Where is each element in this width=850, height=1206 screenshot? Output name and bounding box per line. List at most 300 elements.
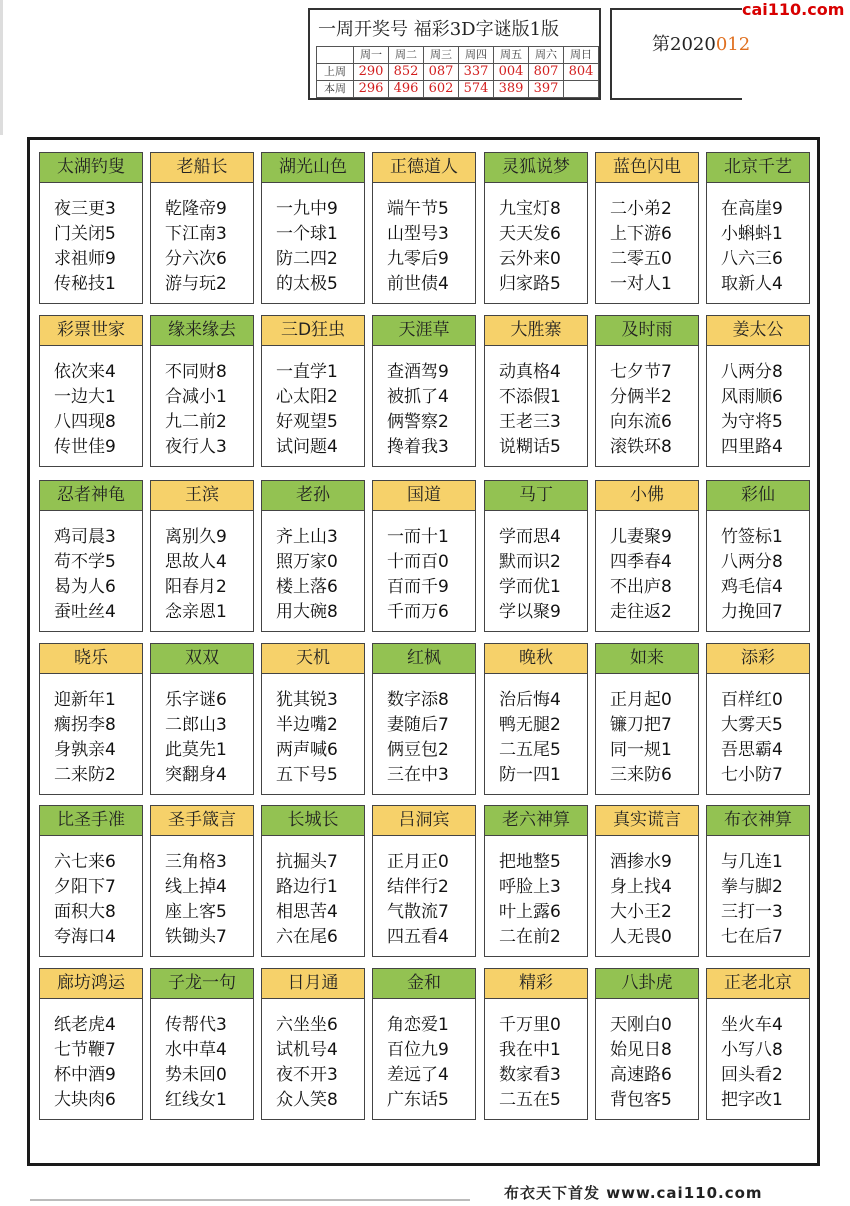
riddle-line: 不同财8 <box>165 362 227 382</box>
riddle-author: 天机 <box>262 644 364 674</box>
riddle-lines <box>596 674 698 788</box>
riddle-lines <box>151 346 253 460</box>
riddle-card <box>372 315 476 467</box>
draw-number: 852 <box>389 64 424 81</box>
riddle-line: 二零五0 <box>610 249 672 269</box>
riddle-author: 彩票世家 <box>40 316 142 346</box>
riddle-author: 老孙 <box>262 481 364 511</box>
riddle-line: 二来防2 <box>54 765 116 785</box>
riddle-lines <box>485 346 587 460</box>
riddle-line: 拳与脚2 <box>721 877 783 897</box>
riddle-line: 线上掉4 <box>165 877 227 897</box>
issue-prefix: 第2020 <box>652 34 716 55</box>
riddle-card <box>39 152 143 304</box>
riddle-line: 鸭无腿2 <box>499 715 561 735</box>
this-week-row <box>317 81 599 98</box>
riddle-line: 俩豆包2 <box>387 740 449 760</box>
riddle-lines <box>596 836 698 950</box>
riddle-line: 归家路5 <box>499 274 561 294</box>
riddle-lines <box>262 183 364 297</box>
riddle-line: 此莫先1 <box>165 740 227 760</box>
riddle-line: 前世债4 <box>387 274 449 294</box>
riddle-card <box>484 315 588 467</box>
riddle-line: 搀着我3 <box>387 437 449 457</box>
riddle-line: 七在后7 <box>721 927 783 947</box>
riddle-lines <box>707 346 809 460</box>
riddle-card <box>150 152 254 304</box>
riddle-line: 路边行1 <box>276 877 338 897</box>
riddle-line: 一个球1 <box>276 224 338 244</box>
issue-number-box <box>610 8 751 100</box>
riddle-line: 百位九9 <box>387 1040 449 1060</box>
riddle-lines <box>373 836 475 950</box>
riddle-line: 始见日8 <box>610 1040 672 1060</box>
riddle-line: 七夕节7 <box>610 362 672 382</box>
riddle-line: 好观望5 <box>276 412 338 432</box>
riddle-line: 走往返2 <box>610 602 672 622</box>
riddle-line: 传秘技1 <box>54 274 116 294</box>
riddle-lines <box>151 183 253 297</box>
site-logo[interactable]: cai110.com <box>742 0 845 19</box>
riddle-author: 比圣手准 <box>40 806 142 836</box>
draw-number: 807 <box>529 64 564 81</box>
riddle-line: 纸老虎4 <box>54 1015 116 1035</box>
riddle-card <box>484 805 588 957</box>
draw-number: 574 <box>459 81 494 98</box>
riddle-card <box>595 643 699 795</box>
riddle-card <box>372 480 476 632</box>
riddle-line: 座上客5 <box>165 902 227 922</box>
riddle-line: 齐上山3 <box>276 527 338 547</box>
riddle-author: 老船长 <box>151 153 253 183</box>
riddle-line: 杯中酒9 <box>54 1065 116 1085</box>
riddle-line: 八两分8 <box>721 552 783 572</box>
riddle-line: 思故人4 <box>165 552 227 572</box>
riddle-line: 防二四2 <box>276 249 338 269</box>
draw-number: 389 <box>494 81 529 98</box>
riddle-lines <box>151 999 253 1113</box>
riddle-line: 众人笑8 <box>276 1090 338 1110</box>
riddle-line: 八六三6 <box>721 249 783 269</box>
riddle-author: 缘来缘去 <box>151 316 253 346</box>
riddle-lines <box>40 183 142 297</box>
draw-number: 290 <box>354 64 389 81</box>
riddle-line: 向东流6 <box>610 412 672 432</box>
riddle-author: 吕洞宾 <box>373 806 475 836</box>
riddle-line: 鸡司晨3 <box>54 527 116 547</box>
riddle-line: 一而十1 <box>387 527 449 547</box>
riddle-line: 大小王2 <box>610 902 672 922</box>
riddle-line: 动真格4 <box>499 362 561 382</box>
riddle-line: 曷为人6 <box>54 577 116 597</box>
riddle-line: 学而优1 <box>499 577 561 597</box>
riddle-lines <box>40 999 142 1113</box>
draw-number: 397 <box>529 81 564 98</box>
riddle-line: 七小防7 <box>721 765 783 785</box>
draw-number: 337 <box>459 64 494 81</box>
riddle-line: 夸海口4 <box>54 927 116 947</box>
riddle-author: 布衣神算 <box>707 806 809 836</box>
riddle-card <box>39 480 143 632</box>
riddle-lines <box>596 999 698 1113</box>
riddle-line: 在高崖9 <box>721 199 783 219</box>
day-label: 周五 <box>494 47 529 64</box>
riddle-author: 北京千艺 <box>707 153 809 183</box>
riddle-line: 妻随后7 <box>387 715 449 735</box>
riddle-line: 十而百0 <box>387 552 449 572</box>
riddle-card <box>39 315 143 467</box>
riddle-line: 人无畏0 <box>610 927 672 947</box>
riddle-line: 数家看3 <box>499 1065 561 1085</box>
riddle-line: 百而千9 <box>387 577 449 597</box>
riddle-card <box>484 643 588 795</box>
riddle-line: 回头看2 <box>721 1065 783 1085</box>
riddle-line: 合减小1 <box>165 387 227 407</box>
riddle-author: 子龙一句 <box>151 969 253 999</box>
riddle-line: 学而思4 <box>499 527 561 547</box>
draw-number: 087 <box>424 64 459 81</box>
riddle-line: 传帮代3 <box>165 1015 227 1035</box>
riddle-line: 正月起0 <box>610 690 672 710</box>
riddle-line: 百样红0 <box>721 690 783 710</box>
corner-cell <box>317 47 354 64</box>
riddle-line: 俩警察2 <box>387 412 449 432</box>
riddle-line: 九宝灯8 <box>499 199 561 219</box>
riddle-card <box>261 152 365 304</box>
riddle-card <box>372 805 476 957</box>
riddle-card <box>595 805 699 957</box>
riddle-line: 天天发6 <box>499 224 561 244</box>
riddle-line: 九二前2 <box>165 412 227 432</box>
riddle-line: 抗掘头7 <box>276 852 338 872</box>
riddle-author: 老六神算 <box>485 806 587 836</box>
riddle-line: 面积大8 <box>54 902 116 922</box>
riddle-card <box>39 805 143 957</box>
riddle-lines <box>373 183 475 297</box>
riddle-author: 及时雨 <box>596 316 698 346</box>
riddle-lines <box>707 674 809 788</box>
riddle-lines <box>151 674 253 788</box>
riddle-line: 红线女1 <box>165 1090 227 1110</box>
riddle-line: 鸡毛信4 <box>721 577 783 597</box>
riddle-card <box>372 968 476 1120</box>
riddle-line: 二在前2 <box>499 927 561 947</box>
riddle-author: 大胜寨 <box>485 316 587 346</box>
riddle-lines <box>262 836 364 950</box>
riddle-line: 广东话5 <box>387 1090 449 1110</box>
riddle-line: 试问题4 <box>276 437 338 457</box>
issue-number <box>652 30 750 56</box>
riddle-author: 日月通 <box>262 969 364 999</box>
riddle-author: 王滨 <box>151 481 253 511</box>
riddle-line: 一边大1 <box>54 387 116 407</box>
riddle-line: 依次来4 <box>54 362 116 382</box>
riddle-line: 照万家0 <box>276 552 338 572</box>
riddle-card <box>706 480 810 632</box>
riddle-line: 结伴行2 <box>387 877 449 897</box>
draw-number: 496 <box>389 81 424 98</box>
riddle-author: 彩仙 <box>707 481 809 511</box>
riddle-lines <box>485 183 587 297</box>
riddle-line: 学以聚9 <box>499 602 561 622</box>
riddle-card <box>150 968 254 1120</box>
riddle-author: 真实谎言 <box>596 806 698 836</box>
riddle-grid <box>27 137 820 1166</box>
riddle-line: 分俩半2 <box>610 387 672 407</box>
riddle-author: 三D狂虫 <box>262 316 364 346</box>
riddle-lines <box>151 511 253 625</box>
riddle-line: 游与玩2 <box>165 274 227 294</box>
riddle-lines <box>373 511 475 625</box>
riddle-author: 正老北京 <box>707 969 809 999</box>
riddle-line: 为守将5 <box>721 412 783 432</box>
riddle-line: 不添假1 <box>499 387 561 407</box>
riddle-line: 大雾天5 <box>721 715 783 735</box>
riddle-card <box>261 805 365 957</box>
riddle-card <box>372 152 476 304</box>
riddle-lines <box>262 346 364 460</box>
riddle-line: 叶上露6 <box>499 902 561 922</box>
riddle-lines <box>151 836 253 950</box>
riddle-line: 默而识2 <box>499 552 561 572</box>
riddle-author: 马丁 <box>485 481 587 511</box>
draw-number: 602 <box>424 81 459 98</box>
riddle-lines <box>373 346 475 460</box>
footer-rule <box>30 1199 470 1201</box>
riddle-line: 三打一3 <box>721 902 783 922</box>
riddle-card <box>595 152 699 304</box>
riddle-line: 天刚白0 <box>610 1015 672 1035</box>
riddle-line: 竹签标1 <box>721 527 783 547</box>
riddle-card <box>595 480 699 632</box>
footer-credit: 布衣天下首发 www.cai110.com <box>504 1184 763 1202</box>
riddle-author: 金和 <box>373 969 475 999</box>
riddle-line: 小写八8 <box>721 1040 783 1060</box>
riddle-line: 水中草4 <box>165 1040 227 1060</box>
riddle-card <box>261 315 365 467</box>
riddle-line: 气散流7 <box>387 902 449 922</box>
riddle-line: 坐火车4 <box>721 1015 783 1035</box>
riddle-line: 差远了4 <box>387 1065 449 1085</box>
riddle-line: 千万里0 <box>499 1015 561 1035</box>
riddle-line: 迎新年1 <box>54 690 116 710</box>
riddle-line: 半边嘴2 <box>276 715 338 735</box>
riddle-line: 势未回0 <box>165 1065 227 1085</box>
riddle-author: 姜太公 <box>707 316 809 346</box>
riddle-card <box>261 643 365 795</box>
riddle-card <box>150 480 254 632</box>
riddle-line: 心太阳2 <box>276 387 338 407</box>
riddle-lines <box>485 836 587 950</box>
draw-number <box>564 81 599 98</box>
riddle-line: 同一规1 <box>610 740 672 760</box>
riddle-line: 与几连1 <box>721 852 783 872</box>
riddle-line: 呼脸上3 <box>499 877 561 897</box>
riddle-author: 长城长 <box>262 806 364 836</box>
riddle-line: 云外来0 <box>499 249 561 269</box>
riddle-line: 一对人1 <box>610 274 672 294</box>
day-label: 周日 <box>564 47 599 64</box>
riddle-line: 被抓了4 <box>387 387 449 407</box>
riddle-line: 说糊话5 <box>499 437 561 457</box>
day-label: 周四 <box>459 47 494 64</box>
day-label: 周一 <box>354 47 389 64</box>
riddle-line: 三角格3 <box>165 852 227 872</box>
riddle-line: 苟不学5 <box>54 552 116 572</box>
riddle-card <box>484 480 588 632</box>
riddle-line: 求祖师9 <box>54 249 116 269</box>
riddle-card <box>706 152 810 304</box>
riddle-line: 用大碗8 <box>276 602 338 622</box>
riddle-line: 五下号5 <box>276 765 338 785</box>
riddle-line: 吾思霸4 <box>721 740 783 760</box>
last-week-row <box>317 64 599 81</box>
this-week-label: 本周 <box>317 81 354 98</box>
riddle-card <box>39 968 143 1120</box>
riddle-line: 离别久9 <box>165 527 227 547</box>
riddle-author: 红枫 <box>373 644 475 674</box>
riddle-line: 楼上落6 <box>276 577 338 597</box>
riddle-card <box>484 968 588 1120</box>
riddle-lines <box>596 183 698 297</box>
riddle-author: 八卦虎 <box>596 969 698 999</box>
riddle-author: 湖光山色 <box>262 153 364 183</box>
riddle-card <box>706 968 810 1120</box>
riddle-line: 犹其锐3 <box>276 690 338 710</box>
riddle-line: 角恋爱1 <box>387 1015 449 1035</box>
draw-number: 004 <box>494 64 529 81</box>
riddle-card <box>706 643 810 795</box>
riddle-line: 把字改1 <box>721 1090 783 1110</box>
riddle-line: 传世佳9 <box>54 437 116 457</box>
riddle-line: 身孰亲4 <box>54 740 116 760</box>
weekly-draw-table <box>316 46 599 98</box>
last-week-label: 上周 <box>317 64 354 81</box>
riddle-card <box>372 643 476 795</box>
riddle-author: 国道 <box>373 481 475 511</box>
riddle-lines <box>596 511 698 625</box>
riddle-line: 背包客5 <box>610 1090 672 1110</box>
riddle-card <box>150 643 254 795</box>
riddle-line: 一九中9 <box>276 199 338 219</box>
riddle-line: 我在中1 <box>499 1040 561 1060</box>
riddle-card <box>261 480 365 632</box>
riddle-author: 廊坊鸿运 <box>40 969 142 999</box>
riddle-line: 乾隆帝9 <box>165 199 227 219</box>
riddle-line: 高速路6 <box>610 1065 672 1085</box>
left-edge-rule <box>0 0 3 135</box>
riddle-lines <box>373 674 475 788</box>
riddle-line: 六七来6 <box>54 852 116 872</box>
riddle-line: 取新人4 <box>721 274 783 294</box>
riddle-line: 二小弟2 <box>610 199 672 219</box>
riddle-author: 天涯草 <box>373 316 475 346</box>
riddle-line: 不出庐8 <box>610 577 672 597</box>
riddle-line: 上下游6 <box>610 224 672 244</box>
riddle-line: 四季春4 <box>610 552 672 572</box>
riddle-card <box>261 968 365 1120</box>
riddle-line: 突翻身4 <box>165 765 227 785</box>
riddle-line: 把地整5 <box>499 852 561 872</box>
riddle-card <box>706 805 810 957</box>
riddle-line: 八两分8 <box>721 362 783 382</box>
riddle-lines <box>40 511 142 625</box>
issue-suffix: 012 <box>715 34 751 55</box>
day-header-row <box>317 47 599 64</box>
riddle-author: 太湖钓叟 <box>40 153 142 183</box>
header-title: 一周开奖号 福彩3D字谜版1版 <box>318 19 560 40</box>
riddle-card <box>150 805 254 957</box>
riddle-line: 千而万6 <box>387 602 449 622</box>
riddle-lines <box>40 836 142 950</box>
weekly-draw-box <box>308 8 601 100</box>
riddle-card <box>595 315 699 467</box>
riddle-author: 圣手箴言 <box>151 806 253 836</box>
riddle-lines <box>707 836 809 950</box>
riddle-card <box>595 968 699 1120</box>
riddle-line: 分六次6 <box>165 249 227 269</box>
riddle-line: 蚕吐丝4 <box>54 602 116 622</box>
riddle-lines <box>262 999 364 1113</box>
riddle-line: 六坐坐6 <box>276 1015 338 1035</box>
riddle-line: 王老三3 <box>499 412 561 432</box>
riddle-lines <box>707 511 809 625</box>
draw-number: 296 <box>354 81 389 98</box>
riddle-line: 的太极5 <box>276 274 338 294</box>
riddle-line: 二五在5 <box>499 1090 561 1110</box>
riddle-line: 瘸拐李8 <box>54 715 116 735</box>
riddle-line: 四五看4 <box>387 927 449 947</box>
riddle-line: 二郎山3 <box>165 715 227 735</box>
riddle-author: 晚秋 <box>485 644 587 674</box>
riddle-line: 山型号3 <box>387 224 449 244</box>
riddle-line: 端午节5 <box>387 199 449 219</box>
riddle-author: 双双 <box>151 644 253 674</box>
riddle-line: 力挽回7 <box>721 602 783 622</box>
riddle-lines <box>262 674 364 788</box>
riddle-line: 治后悔4 <box>499 690 561 710</box>
riddle-line: 一直学1 <box>276 362 338 382</box>
riddle-line: 夜行人3 <box>165 437 227 457</box>
riddle-line: 儿妻聚9 <box>610 527 672 547</box>
draw-number: 804 <box>564 64 599 81</box>
riddle-author: 忍者神龟 <box>40 481 142 511</box>
riddle-line: 四里路4 <box>721 437 783 457</box>
riddle-card <box>150 315 254 467</box>
riddle-line: 试机号4 <box>276 1040 338 1060</box>
riddle-line: 九零后9 <box>387 249 449 269</box>
riddle-line: 镰刀把7 <box>610 715 672 735</box>
riddle-line: 大块肉6 <box>54 1090 116 1110</box>
riddle-author: 正德道人 <box>373 153 475 183</box>
riddle-line: 八四现8 <box>54 412 116 432</box>
riddle-line: 数字添8 <box>387 690 449 710</box>
day-label: 周六 <box>529 47 564 64</box>
riddle-lines <box>485 674 587 788</box>
riddle-line: 三来防6 <box>610 765 672 785</box>
riddle-line: 三在中3 <box>387 765 449 785</box>
riddle-lines <box>373 999 475 1113</box>
day-label: 周二 <box>389 47 424 64</box>
riddle-line: 铁锄头7 <box>165 927 227 947</box>
riddle-author: 精彩 <box>485 969 587 999</box>
riddle-line: 身上找4 <box>610 877 672 897</box>
riddle-card <box>484 152 588 304</box>
riddle-line: 二五尾5 <box>499 740 561 760</box>
riddle-line: 阳春月2 <box>165 577 227 597</box>
riddle-author: 添彩 <box>707 644 809 674</box>
riddle-author: 如来 <box>596 644 698 674</box>
